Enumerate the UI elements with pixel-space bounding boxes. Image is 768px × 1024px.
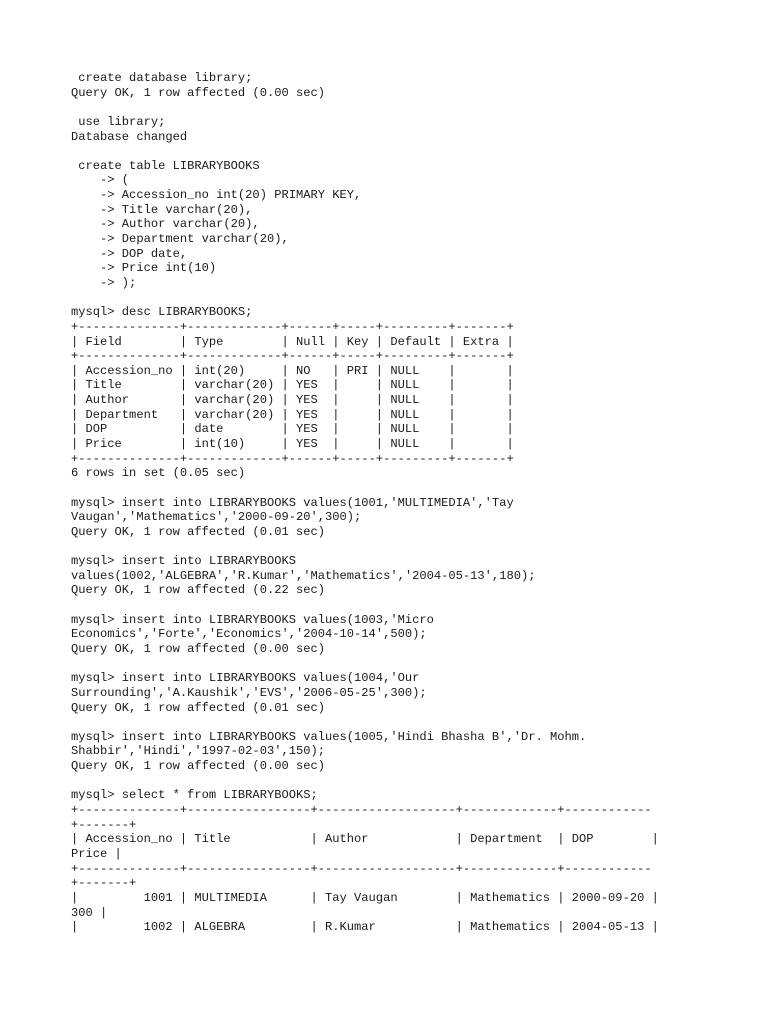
text-line: +--------------+-----------------+-------------------+-------------+------------ bbox=[71, 861, 652, 876]
text-line: -> ); bbox=[71, 275, 137, 290]
text-line: mysql> insert into LIBRARYBOOKS bbox=[71, 554, 296, 569]
text-line: mysql> insert into LIBRARYBOOKS values(1005,'Hindi Bhasha B','Dr. Mohm. bbox=[71, 729, 587, 744]
text-line: +-------+ bbox=[71, 876, 137, 891]
text-line: | Department | varchar(20) | YES | | NULL | | bbox=[71, 407, 514, 422]
text-line: mysql> insert into LIBRARYBOOKS values(1003,'Micro bbox=[71, 612, 434, 627]
text-line bbox=[71, 715, 751, 730]
text-line: Query OK, 1 row affected (0.01 sec) bbox=[71, 700, 326, 715]
text-line: -> Department varchar(20), bbox=[71, 232, 289, 247]
text-line bbox=[71, 100, 751, 115]
text-line: +--------------+-------------+------+-----+---------+-------+ bbox=[71, 349, 514, 364]
text-line bbox=[71, 774, 751, 789]
text-line: Query OK, 1 row affected (0.01 sec) bbox=[71, 524, 326, 539]
text-line: -> Author varchar(20), bbox=[71, 217, 260, 232]
text-line: values(1002,'ALGEBRA','R.Kumar','Mathematics','2004-05-13',180); bbox=[71, 568, 536, 583]
text-line: -> Title varchar(20), bbox=[71, 202, 253, 217]
text-line: Vaugan','Mathematics','2000-09-20',300); bbox=[71, 510, 362, 525]
document-body bbox=[71, 71, 751, 935]
text-line: +--------------+-------------+------+-----+---------+-------+ bbox=[71, 451, 514, 466]
text-line: create table LIBRARYBOOKS bbox=[71, 158, 260, 173]
text-line: | Author | varchar(20) | YES | | NULL | | bbox=[71, 393, 514, 408]
text-line: | 1002 | ALGEBRA | R.Kumar | Mathematics | 2004-05-13 | bbox=[71, 920, 659, 935]
text-line: create database library; bbox=[71, 71, 253, 85]
text-line: Economics','Forte','Economics','2004-10-14',500); bbox=[71, 627, 427, 642]
text-line: | Accession_no | Title | Author | Department | DOP | bbox=[71, 832, 659, 847]
text-line: Database changed bbox=[71, 129, 188, 144]
text-line bbox=[71, 657, 751, 672]
text-line: Query OK, 1 row affected (0.22 sec) bbox=[71, 583, 326, 598]
text-line: Query OK, 1 row affected (0.00 sec) bbox=[71, 759, 326, 774]
text-line: | Price | int(10) | YES | | NULL | | bbox=[71, 437, 514, 452]
text-line: mysql> insert into LIBRARYBOOKS values(1004,'Our bbox=[71, 671, 420, 686]
text-line: Surrounding','A.Kaushik','EVS','2006-05-25',300); bbox=[71, 685, 427, 700]
text-line: mysql> select * from LIBRARYBOOKS; bbox=[71, 788, 318, 803]
text-line: | Accession_no | int(20) | NO | PRI | NULL | | bbox=[71, 363, 514, 378]
text-line: +--------------+-------------+------+-----+---------+-------+ bbox=[71, 319, 514, 334]
text-line: mysql> desc LIBRARYBOOKS; bbox=[71, 305, 253, 320]
text-line: use library; bbox=[71, 114, 166, 129]
text-line: -> Price int(10) bbox=[71, 261, 217, 276]
text-line: -> DOP date, bbox=[71, 246, 188, 261]
text-line bbox=[71, 598, 751, 613]
text-line: | 1001 | MULTIMEDIA | Tay Vaugan | Mathematics | 2000-09-20 | bbox=[71, 890, 659, 905]
text-line: Query OK, 1 row affected (0.00 sec) bbox=[71, 641, 326, 656]
text-line: Query OK, 1 row affected (0.00 sec) bbox=[71, 85, 326, 100]
text-line: mysql> insert into LIBRARYBOOKS values(1001,'MULTIMEDIA','Tay bbox=[71, 495, 514, 510]
text-line: Price | bbox=[71, 846, 122, 861]
text-line: 6 rows in set (0.05 sec) bbox=[71, 466, 246, 481]
text-line: | Field | Type | Null | Key | Default | Extra | bbox=[71, 334, 514, 349]
text-line bbox=[71, 291, 751, 306]
text-line bbox=[71, 144, 751, 159]
text-line: +-------+ bbox=[71, 817, 137, 832]
text-line: | DOP | date | YES | | NULL | | bbox=[71, 422, 514, 437]
text-line: -> Accession_no int(20) PRIMARY KEY, bbox=[71, 188, 362, 203]
text-line: 300 | bbox=[71, 905, 108, 920]
text-line bbox=[71, 481, 751, 496]
text-line: Shabbir','Hindi','1997-02-03',150); bbox=[71, 744, 326, 759]
text-line bbox=[71, 540, 751, 555]
text-line: | Title | varchar(20) | YES | | NULL | | bbox=[71, 378, 514, 393]
text-line: -> ( bbox=[71, 173, 130, 188]
text-line: +--------------+-----------------+-------------------+-------------+------------ bbox=[71, 803, 652, 818]
